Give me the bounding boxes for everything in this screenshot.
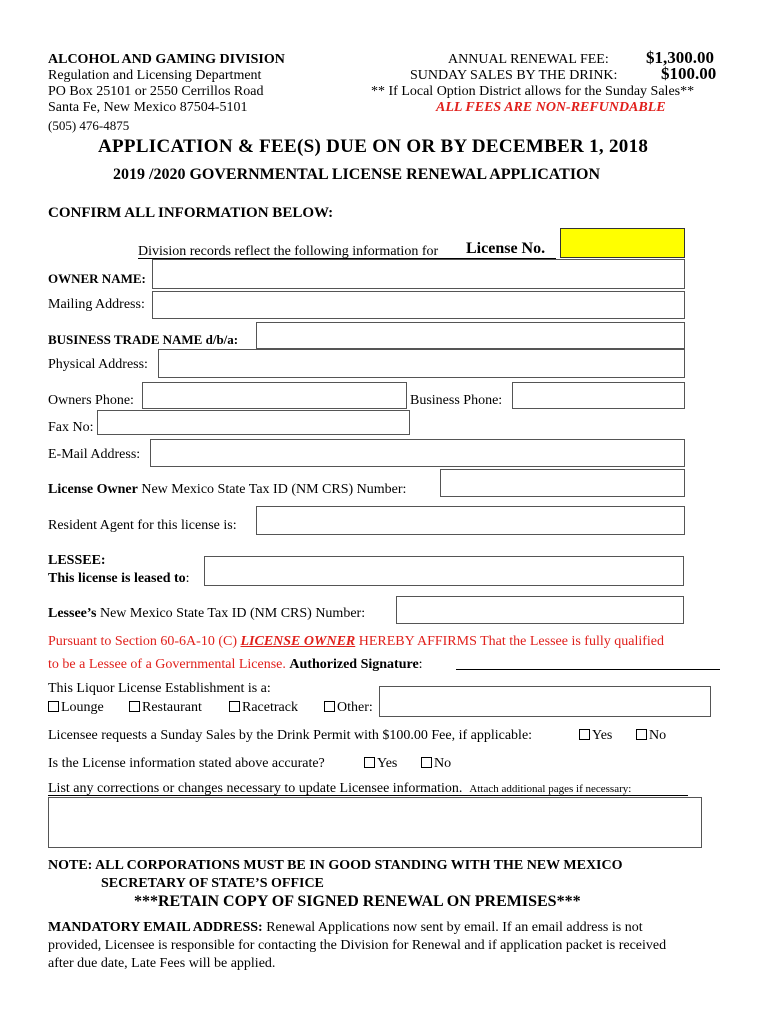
signature-label: Authorized Signature [289, 657, 419, 672]
affirm-text-2: HEREBY AFFIRMS That the Lessee is fully qualified [355, 634, 665, 649]
owners-phone-label: Owners Phone: [48, 393, 134, 408]
affirm-lessee-text: to be a Lessee of a Governmental License. [48, 657, 286, 672]
sunday-fee-label: SUNDAY SALES BY THE DRINK: [410, 68, 618, 83]
confirm-heading: CONFIRM ALL INFORMATION BELOW: [48, 205, 334, 221]
signature-colon: : [418, 657, 423, 672]
owners-phone-field[interactable] [142, 382, 407, 409]
option-lounge[interactable] [48, 700, 104, 716]
fax-field[interactable] [97, 410, 410, 435]
mandatory-email-line-1 [48, 920, 643, 936]
local-option-note: ** If Local Option District allows for the Sunday Sales** [371, 84, 695, 99]
license-no-label: License No. [466, 240, 546, 257]
lessee-tax-id-bold: Lessee’s [48, 606, 97, 621]
sunday-yes-option[interactable] [579, 728, 612, 744]
mandatory-email-text-1: Renewal Applications now sent by email. If an email address is not [262, 920, 643, 935]
affirm-line-2 [48, 657, 423, 673]
trade-name-label: BUSINESS TRADE NAME d/b/a: [48, 332, 239, 347]
agency-name: ALCOHOL AND GAMING DIVISION [48, 52, 285, 67]
lounge-label: Lounge [61, 700, 104, 715]
agency-po-box: PO Box 25101 or 2550 Cerrillos Road [48, 84, 264, 99]
business-phone-field[interactable] [512, 382, 685, 409]
trade-name-field[interactable] [256, 322, 685, 349]
leased-to-text: This license is leased to [48, 571, 186, 586]
sunday-fee-value: $100.00 [661, 64, 717, 83]
lessee-tax-id-field[interactable] [396, 596, 684, 624]
mandatory-email-line-2: provided, Licensee is responsible for contacting the Division for Renewal and if application packet is received [48, 938, 667, 953]
affirm-text-1: Pursuant to Section 60-6A-10 (C) [48, 634, 241, 649]
sunday-request-text: Licensee requests a Sunday Sales by the Drink Permit with $100.00 Fee, if applicable: [48, 728, 533, 743]
lessee-heading: LESSEE: [48, 553, 106, 568]
annual-fee-label: ANNUAL RENEWAL FEE: [448, 52, 609, 67]
signature-line[interactable] [456, 669, 720, 670]
accurate-no-option[interactable] [421, 756, 451, 772]
option-other[interactable] [324, 700, 373, 716]
checkbox-lounge[interactable] [48, 701, 59, 712]
establishment-label: This Liquor License Establishment is a: [48, 681, 271, 696]
mandatory-email-line-3: after due date, Late Fees will be applied. [48, 956, 276, 971]
tax-id-label-bold: License Owner [48, 482, 138, 497]
agency-department: Regulation and Licensing Department [48, 68, 262, 83]
restaurant-label: Restaurant [142, 700, 202, 715]
sunday-no-label: No [649, 728, 667, 743]
option-racetrack[interactable] [229, 700, 298, 716]
annual-fee-value: $1,300.00 [646, 48, 714, 67]
accurate-no-label: No [434, 756, 452, 771]
other-field[interactable] [379, 686, 711, 717]
racetrack-label: Racetrack [242, 700, 298, 715]
leased-to-colon: : [185, 571, 190, 586]
accurate-yes-label: Yes [377, 756, 398, 771]
renewal-title: 2019 /2020 GOVERNMENTAL LICENSE RENEWAL APPLICATION [113, 166, 601, 183]
corrections-small-note: Attach additional pages if necessary: [469, 783, 632, 795]
physical-address-field[interactable] [158, 349, 685, 378]
mailing-address-field[interactable] [152, 291, 685, 319]
corrections-underline [48, 795, 688, 796]
tax-id-label [48, 482, 406, 498]
corrections-text: List any corrections or changes necessary to update Licensee information. [48, 781, 463, 796]
resident-agent-label: Resident Agent for this license is: [48, 518, 237, 533]
other-label: Other: [337, 700, 373, 715]
accurate-text: Is the License information stated above accurate? [48, 756, 325, 771]
note-line-2: SECRETARY OF STATE’S OFFICE [101, 876, 324, 891]
sunday-yes-label: Yes [592, 728, 613, 743]
corrections-field[interactable] [48, 797, 702, 848]
due-date-title: APPLICATION & FEE(S) DUE ON OR BY DECEMBER 1, 2018 [98, 136, 649, 157]
fax-label: Fax No: [48, 420, 94, 435]
agency-city: Santa Fe, New Mexico 87504-5101 [48, 100, 248, 115]
checkbox-accurate-yes[interactable] [364, 757, 375, 768]
owner-name-label: OWNER NAME: [48, 271, 146, 286]
checkbox-sunday-yes[interactable] [579, 729, 590, 740]
email-field[interactable] [150, 439, 685, 467]
physical-address-label: Physical Address: [48, 357, 148, 372]
owner-name-field[interactable] [152, 259, 685, 289]
retain-copy-notice: ***RETAIN COPY OF SIGNED RENEWAL ON PREMISES*** [134, 893, 581, 910]
affirm-line-1 [48, 634, 664, 650]
option-restaurant[interactable] [129, 700, 202, 716]
lessee-tax-id-label [48, 606, 365, 622]
tax-id-label-rest: New Mexico State Tax ID (NM CRS) Number: [141, 482, 407, 497]
checkbox-sunday-no[interactable] [636, 729, 647, 740]
records-text: Division records reflect the following information for [138, 244, 439, 259]
note-line-1: NOTE: ALL CORPORATIONS MUST BE IN GOOD STANDING WITH THE NEW MEXICO [48, 858, 623, 873]
non-refundable-notice: ALL FEES ARE NON-REFUNDABLE [436, 100, 666, 115]
checkbox-other[interactable] [324, 701, 335, 712]
business-phone-label: Business Phone: [410, 393, 503, 408]
leased-to-field[interactable] [204, 556, 684, 586]
sunday-no-option[interactable] [636, 728, 666, 744]
checkbox-racetrack[interactable] [229, 701, 240, 712]
agency-phone: (505) 476-4875 [48, 118, 130, 133]
affirm-license-owner: LICENSE OWNER [240, 634, 356, 649]
license-no-field[interactable] [560, 228, 685, 258]
lessee-tax-id-rest: New Mexico State Tax ID (NM CRS) Number: [99, 606, 366, 621]
mailing-address-label: Mailing Address: [48, 297, 145, 312]
checkbox-accurate-no[interactable] [421, 757, 432, 768]
email-label: E-Mail Address: [48, 447, 141, 462]
leased-to-label [48, 571, 190, 587]
resident-agent-field[interactable] [256, 506, 685, 535]
checkbox-restaurant[interactable] [129, 701, 140, 712]
accurate-yes-option[interactable] [364, 756, 397, 772]
tax-id-field[interactable] [440, 469, 685, 497]
mandatory-email-label: MANDATORY EMAIL ADDRESS: [48, 920, 263, 935]
